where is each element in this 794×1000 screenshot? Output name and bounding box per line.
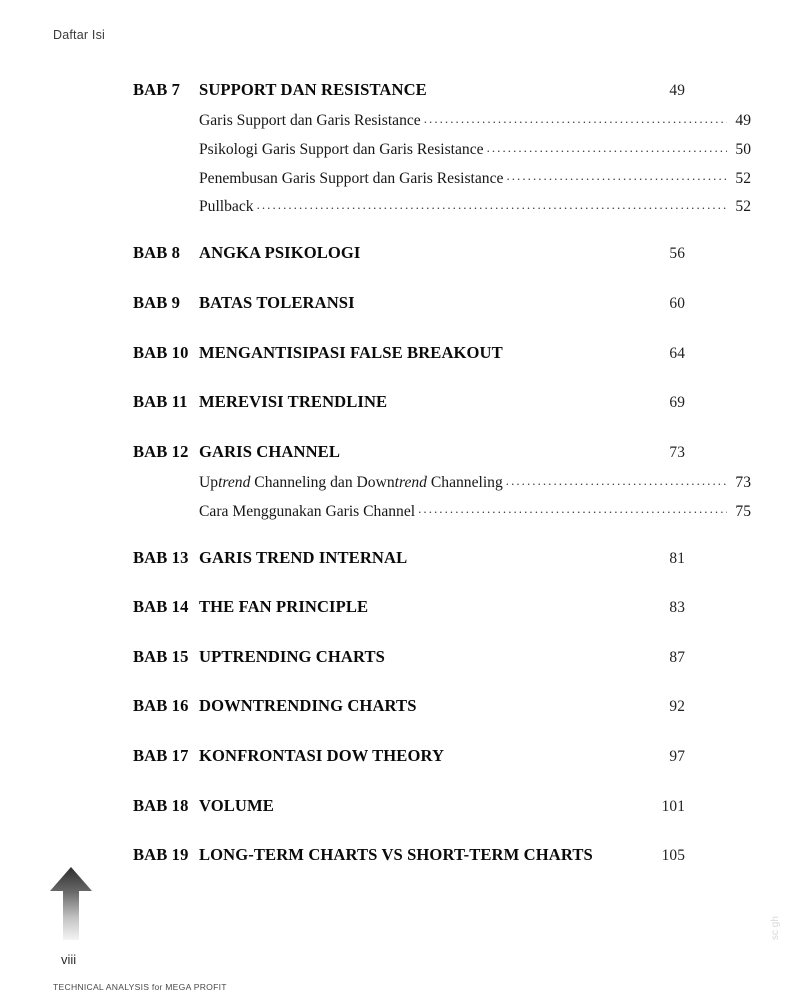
chapter-page-number: 73 [669, 443, 685, 461]
toc-subsection-row[interactable] [133, 167, 751, 186]
toc-subsection-row[interactable] [133, 110, 751, 129]
chapter-page-number: 64 [669, 344, 685, 362]
chapter-title: BATAS TOLERANSI [199, 292, 355, 312]
toc-subsection-row[interactable] [133, 500, 751, 519]
chapter-title: VOLUME [199, 795, 274, 815]
chapter-label: BAB 18 [133, 795, 189, 815]
toc-subsection-row[interactable] [133, 138, 751, 157]
toc-chapter-entry[interactable] [133, 441, 751, 520]
toc-chapter-row[interactable] [133, 646, 685, 666]
toc-subsection-list [133, 110, 751, 216]
dot-leader [506, 167, 727, 183]
toc-chapter-row[interactable] [133, 441, 685, 461]
toc-chapter-entry[interactable] [133, 698, 685, 715]
toc-chapter-entry[interactable] [133, 599, 685, 616]
toc-chapter-row[interactable] [133, 245, 685, 262]
toc-subsection-list [133, 471, 751, 520]
chapter-label: BAB 7 [133, 80, 181, 99]
chapter-label: BAB 12 [133, 441, 189, 461]
table-of-contents [133, 80, 751, 865]
entry-spacer [133, 411, 685, 444]
toc-chapter-entry[interactable] [133, 245, 685, 262]
chapter-page-number: 87 [669, 648, 685, 666]
dot-leader [424, 110, 727, 126]
chapter-label: BAB 11 [133, 392, 188, 412]
chapter-page-number: 60 [669, 294, 685, 312]
toc-chapter-entry[interactable] [133, 646, 685, 666]
chapter-label: BAB 10 [133, 342, 189, 362]
toc-chapter-row[interactable] [133, 342, 685, 362]
running-head: Daftar Isi [53, 28, 106, 42]
toc-chapter-entry[interactable] [133, 847, 685, 864]
chapter-title: SUPPORT DAN RESISTANCE [199, 80, 427, 99]
entry-spacer [133, 665, 685, 698]
chapter-title: LONG-TERM CHARTS VS SHORT-TERM CHARTS [199, 845, 593, 865]
entry-spacer [133, 361, 685, 394]
toc-subsection-row[interactable] [133, 471, 751, 490]
toc-chapter-entry[interactable] [133, 795, 685, 815]
toc-subsection-row[interactable] [133, 196, 751, 215]
entry-spacer [133, 765, 685, 798]
chapter-title: GARIS TREND INTERNAL [199, 547, 408, 567]
entry-spacer [133, 224, 685, 245]
entry-spacer [133, 814, 685, 847]
subsection-page-number: 73 [735, 473, 751, 491]
entry-spacer [133, 262, 685, 295]
chapter-page-number: 49 [669, 82, 685, 99]
chapter-page-number: 105 [661, 847, 685, 865]
toc-chapter-row[interactable] [133, 748, 685, 765]
toc-chapter-entry[interactable] [133, 547, 685, 567]
chapter-label: BAB 13 [133, 547, 189, 567]
up-arrow-icon [49, 866, 93, 940]
subsection-title: Psikologi Garis Support dan Garis Resistance [199, 140, 484, 158]
subsection-title: Uptrend Channeling dan Downtrend Channeling [199, 473, 503, 491]
toc-chapter-row[interactable] [133, 292, 685, 312]
chapter-title: MENGANTISIPASI FALSE BREAKOUT [199, 342, 503, 362]
entry-spacer [133, 312, 685, 345]
toc-chapter-entry[interactable] [133, 394, 685, 411]
chapter-page-number: 83 [669, 599, 685, 617]
dot-leader [487, 138, 727, 154]
footer-book-title: TECHNICAL ANALYSIS for MEGA PROFIT [53, 982, 227, 992]
subsection-page-number: 52 [735, 169, 751, 187]
toc-chapter-row[interactable] [133, 394, 685, 411]
page-number: viii [61, 952, 77, 967]
entry-spacer [133, 715, 685, 748]
chapter-title: UPTRENDING CHARTS [199, 646, 385, 666]
scan-watermark: sc gh [770, 916, 781, 940]
chapter-page-number: 56 [669, 245, 685, 263]
subsection-page-number: 50 [735, 140, 751, 158]
toc-chapter-row[interactable] [133, 547, 685, 567]
chapter-page-number: 69 [669, 394, 685, 412]
toc-chapter-entry[interactable] [133, 748, 685, 765]
entry-spacer [133, 566, 685, 599]
toc-chapter-row[interactable] [133, 795, 685, 815]
subsection-page-number: 49 [735, 112, 751, 130]
subsection-page-number: 52 [735, 198, 751, 216]
chapter-label: BAB 17 [133, 746, 189, 766]
toc-chapter-row[interactable] [133, 698, 685, 715]
subsection-title: Pullback [199, 198, 254, 216]
chapter-page-number: 97 [669, 748, 685, 766]
chapter-label: BAB 19 [133, 845, 189, 865]
chapter-title: GARIS CHANNEL [199, 441, 340, 461]
chapter-label: BAB 14 [133, 597, 189, 617]
toc-chapter-row[interactable] [133, 847, 685, 864]
toc-chapter-row[interactable] [133, 82, 685, 99]
chapter-page-number: 101 [661, 797, 685, 815]
toc-chapter-row[interactable] [133, 599, 685, 616]
chapter-title: MEREVISI TRENDLINE [199, 392, 388, 412]
chapter-label: BAB 8 [133, 243, 181, 263]
chapter-title: DOWNTRENDING CHARTS [199, 696, 417, 716]
subsection-title: Garis Support dan Garis Resistance [199, 112, 421, 130]
chapter-title: THE FAN PRINCIPLE [199, 597, 369, 617]
chapter-page-number: 81 [669, 549, 685, 567]
chapter-label: BAB 15 [133, 646, 189, 666]
subsection-page-number: 75 [735, 502, 751, 520]
dot-leader [257, 196, 727, 212]
toc-chapter-entry[interactable] [133, 342, 685, 362]
chapter-label: BAB 16 [133, 696, 189, 716]
chapter-page-number: 92 [669, 698, 685, 716]
chapter-title: KONFRONTASI DOW THEORY [199, 746, 445, 766]
dot-leader [418, 500, 727, 516]
chapter-label: BAB 9 [133, 292, 181, 312]
dot-leader [506, 471, 727, 487]
toc-chapter-entry[interactable] [133, 292, 685, 312]
subsection-title: Penembusan Garis Support dan Garis Resistance [199, 169, 504, 187]
toc-chapter-entry[interactable] [133, 80, 751, 216]
entry-spacer [133, 529, 685, 550]
subsection-title: Cara Menggunakan Garis Channel [199, 502, 416, 520]
entry-spacer [133, 616, 685, 649]
chapter-title: ANGKA PSIKOLOGI [199, 243, 361, 263]
